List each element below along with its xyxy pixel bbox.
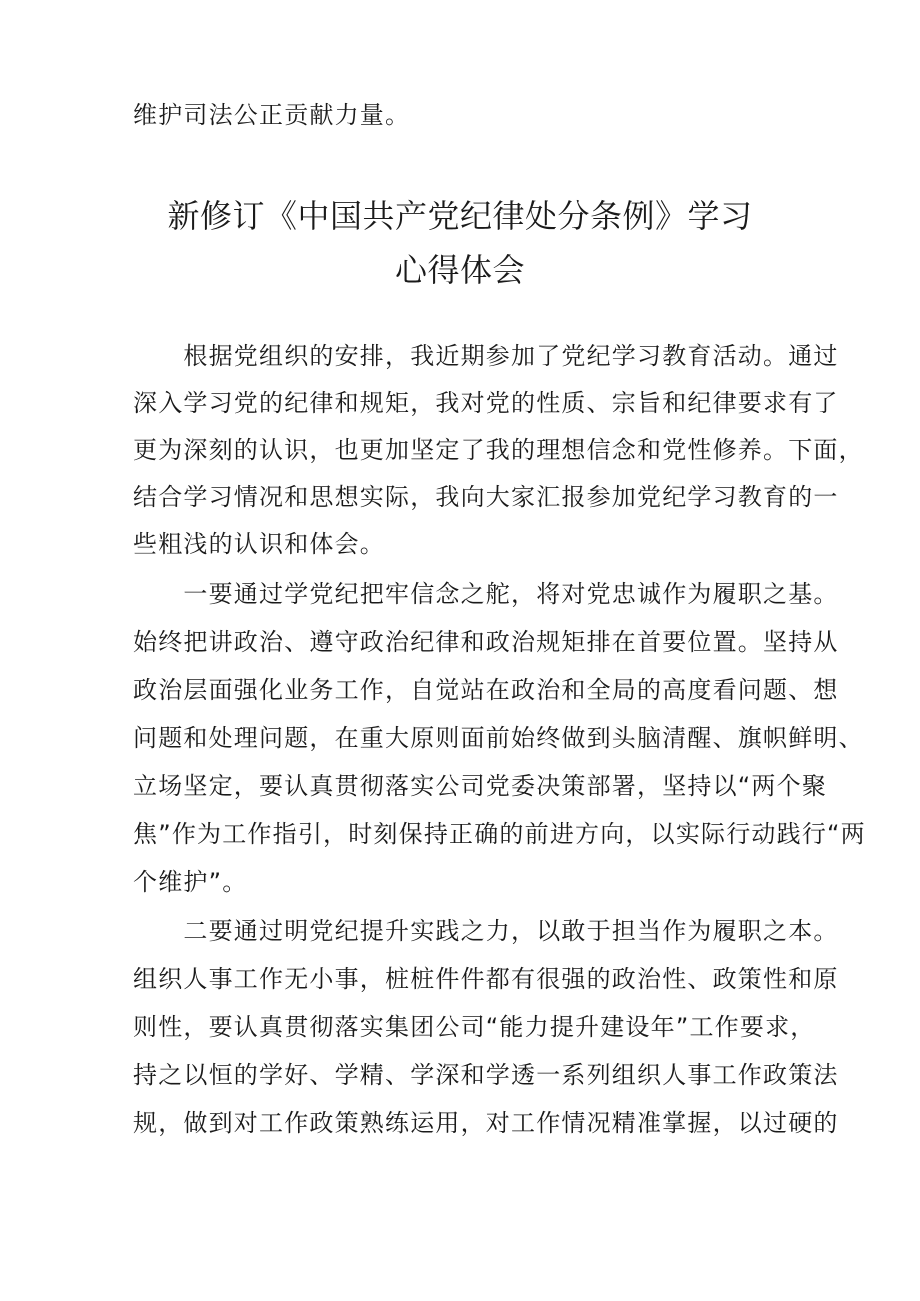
paragraph-line: 始终把讲政治、遵守政治纪律和政治规矩排在首要位置。坚持从 bbox=[133, 628, 839, 656]
paragraph-line: 焦”作为工作指引，时刻保持正确的前进方向，以实际行动践行“两 bbox=[133, 820, 866, 848]
paragraph-line: 立场坚定，要认真贯彻落实公司党委决策部署，坚持以“两个聚 bbox=[133, 772, 828, 800]
paragraph-line: 持之以恒的学好、学精、学深和学透一系列组织人事工作政策法 bbox=[133, 1061, 839, 1089]
paragraph-line: 些粗浅的认识和体会。 bbox=[133, 530, 385, 558]
paragraph-line: 更为深刻的认识，也更加坚定了我的理想信念和党性修养。下面， bbox=[133, 436, 864, 464]
continuation-line: 维护司法公正贡献力量。 bbox=[133, 101, 411, 129]
paragraph-line: 二要通过明党纪提升实践之力，以敢于担当作为履职之本。 bbox=[133, 917, 839, 945]
paragraph-line: 规，做到对工作政策熟练运用，对工作情况精准掌握，以过硬的 bbox=[133, 1109, 839, 1137]
paragraph-line: 个维护”。 bbox=[133, 868, 248, 896]
title-line-2: 心得体会 bbox=[394, 251, 525, 289]
paragraph-line: 组织人事工作无小事，桩桩件件都有很强的政治性、政策性和原 bbox=[133, 965, 839, 993]
paragraph-line: 问题和处理问题，在重大原则面前始终做到头脑清醒、旗帜鲜明、 bbox=[133, 724, 864, 752]
paragraph-line: 深入学习党的纪律和规矩，我对党的性质、宗旨和纪律要求有了 bbox=[133, 389, 839, 417]
paragraph-line: 政治层面强化业务工作，自觉站在政治和全局的高度看问题、想 bbox=[133, 676, 839, 704]
paragraph-line: 则性，要认真贯彻落实集团公司“能力提升建设年”工作要求， bbox=[133, 1013, 816, 1041]
paragraph-line: 结合学习情况和思想实际，我向大家汇报参加党纪学习教育的一 bbox=[133, 483, 839, 511]
paragraph-line: 一要通过学党纪把牢信念之舵，将对党忠诚作为履职之基。 bbox=[133, 580, 839, 608]
paragraph-line: 根据党组织的安排，我近期参加了党纪学习教育活动。通过 bbox=[133, 342, 839, 370]
title-line-1: 新修订《中国共产党纪律处分条例》学习 bbox=[167, 197, 753, 235]
